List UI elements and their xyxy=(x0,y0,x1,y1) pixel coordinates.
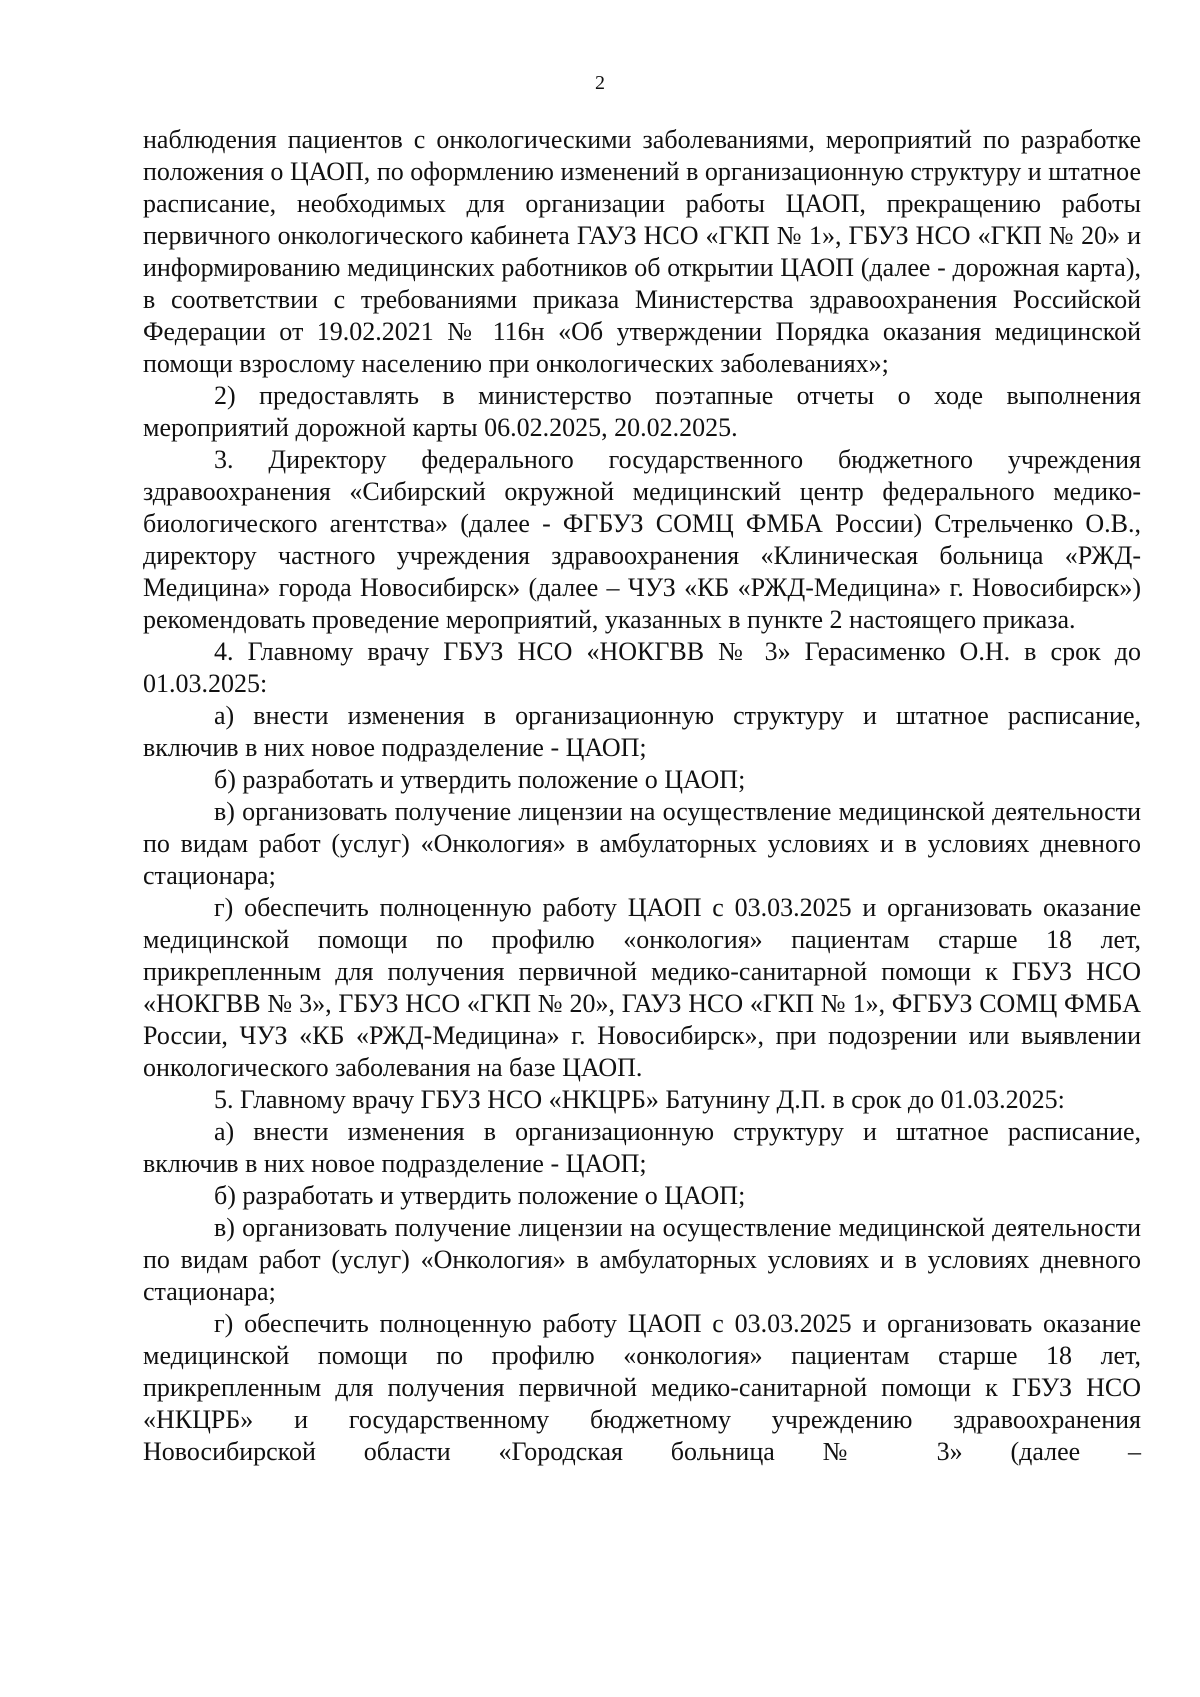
paragraph-item-5a: а) внести изменения в организационную структуру и штатное расписание, включив в них новое подразделение - ЦАОП; xyxy=(143,1117,1141,1178)
paragraph-item-5g: г) обеспечить полноценную работу ЦАОП с 03.03.2025 и организовать оказание медицинской помощи по профилю «онкология» пациентам старше 18 лет, прикрепленным для получения первичной медико-санитарной помощи к ГБУЗ НСО «НКЦРБ» и государственному бюджетному учреждению здравоохранения Новосибирской области «Городская больница № 3» (далее – xyxy=(143,1309,1141,1466)
paragraph-item-4: 4. Главному врачу ГБУЗ НСО «НОКГВВ № 3» Герасименко О.Н. в срок до 01.03.2025: xyxy=(143,637,1141,698)
paragraph-item-4a: а) внести изменения в организационную структуру и штатное расписание, включив в них новое подразделение - ЦАОП; xyxy=(143,701,1141,762)
paragraph-item-4b: б) разработать и утвердить положение о ЦАОП; xyxy=(214,765,746,794)
page-number: 2 xyxy=(595,72,605,94)
document-body xyxy=(143,124,1141,1468)
paragraph-item-2: 2) предоставлять в министерство поэтапные отчеты о ходе выполнения мероприятий дорожной карты 06.02.2025, 20.02.2025. xyxy=(143,381,1141,442)
paragraph-item-5: 5. Главному врачу ГБУЗ НСО «НКЦРБ» Батунину Д.П. в срок до 01.03.2025: xyxy=(214,1085,1065,1114)
paragraph-item-5v: в) организовать получение лицензии на осуществление медицинской деятельности по видам работ (услуг) «Онкология» в амбулаторных условиях и в условиях дневного стационара; xyxy=(143,1213,1141,1306)
paragraph-item-4v: в) организовать получение лицензии на осуществление медицинской деятельности по видам работ (услуг) «Онкология» в амбулаторных условиях и в условиях дневного стационара; xyxy=(143,797,1141,890)
paragraph-continuation: наблюдения пациентов с онкологическими заболеваниями, мероприятий по разработке положения о ЦАОП, по оформлению изменений в организационную структуру и штатное расписание, необходимых для организации работы ЦАОП, прекращению работы первичного онкологического кабинета ГАУЗ НСО «ГКП № 1», ГБУЗ НСО «ГКП № 20» и информированию медицинских работников об открытии ЦАОП (далее - дорожная карта), в соответствии с требованиями приказа Министерства здравоохранения Российской Федерации от 19.02.2021 № 116н «Об утверждении Порядка оказания медицинской помощи взрослому населению при онкологических заболеваниях»; xyxy=(143,125,1141,378)
paragraph-item-5b: б) разработать и утвердить положение о ЦАОП; xyxy=(214,1181,746,1210)
paragraph-item-4g: г) обеспечить полноценную работу ЦАОП с 03.03.2025 и организовать оказание медицинской помощи по профилю «онкология» пациентам старше 18 лет, прикрепленным для получения первичной медико-санитарной помощи к ГБУЗ НСО «НОКГВВ № 3», ГБУЗ НСО «ГКП № 20», ГАУЗ НСО «ГКП № 1», ФГБУЗ СОМЦ ФМБА России, ЧУЗ «КБ «РЖД-Медицина» г. Новосибирск», при подозрении или выявлении онкологического заболевания на базе ЦАОП. xyxy=(143,893,1141,1082)
paragraph-item-3: 3. Директору федерального государственного бюджетного учреждения здравоохранения «Сибирский окружной медицинский центр федерального медико-биологического агентства» (далее - ФГБУЗ СОМЦ ФМБА России) Стрельченко О.В., директору частного учреждения здравоохранения «Клиническая больница «РЖД-Медицина» города Новосибирск» (далее – ЧУЗ «КБ «РЖД-Медицина» г. Новосибирск») рекомендовать проведение мероприятий, указанных в пункте 2 настоящего приказа. xyxy=(143,445,1141,634)
